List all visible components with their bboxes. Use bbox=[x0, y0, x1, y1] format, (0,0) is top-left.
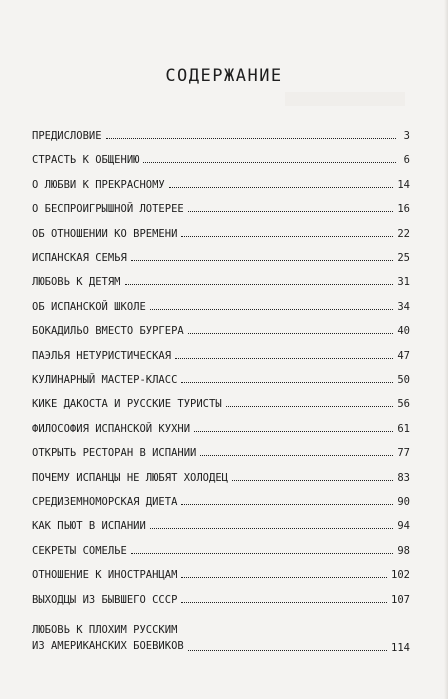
dot-leader bbox=[150, 309, 394, 310]
toc-entry bbox=[32, 171, 410, 191]
toc-entry-page: 114 bbox=[391, 642, 410, 654]
toc-entry-page: 34 bbox=[397, 300, 410, 313]
toc-entry-label: ОТНОШЕНИЕ К ИНОСТРАНЦАМ bbox=[32, 569, 178, 582]
toc-entry bbox=[32, 390, 410, 410]
toc-entry-label: СТРАСТЬ К ОБЩЕНИЮ bbox=[32, 154, 140, 167]
dot-leader bbox=[226, 406, 394, 407]
toc-entry-label: ПОЧЕМУ ИСПАНЦЫ НЕ ЛЮБЯТ ХОЛОДЕЦ bbox=[32, 471, 228, 484]
toc-entry-label: БОКАДИЛЬО ВМЕСТО БУРГЕРА bbox=[32, 325, 184, 338]
toc-entry bbox=[32, 464, 410, 484]
dot-leader bbox=[232, 480, 393, 481]
toc-entry-page: 16 bbox=[397, 203, 410, 216]
dot-leader bbox=[188, 211, 394, 212]
toc-entry-label: О БЕСПРОИГРЫШНОЙ ЛОТЕРЕЕ bbox=[32, 203, 184, 216]
dot-leader bbox=[188, 650, 387, 651]
dot-leader bbox=[188, 333, 394, 334]
toc-entry-label: О ЛЮБВИ К ПРЕКРАСНОМУ bbox=[32, 178, 165, 191]
toc-entry-page: 77 bbox=[397, 447, 410, 460]
toc-entry bbox=[32, 220, 410, 240]
toc-entry-label: КИКЕ ДАКОСТА И РУССКИЕ ТУРИСТЫ bbox=[32, 398, 222, 411]
toc-entry-page: 6 bbox=[403, 154, 410, 167]
toc-entry-page: 98 bbox=[397, 544, 410, 557]
toc-entry bbox=[32, 415, 410, 435]
dot-leader bbox=[131, 260, 394, 261]
toc-entry-page: 31 bbox=[397, 276, 410, 289]
toc-entry bbox=[32, 244, 410, 264]
toc-entry-label: ОБ ОТНОШЕНИИ КО ВРЕМЕНИ bbox=[32, 227, 178, 240]
toc-entry-page: 47 bbox=[397, 349, 410, 362]
dot-leader bbox=[175, 358, 393, 359]
toc-entry-page: 83 bbox=[397, 471, 410, 484]
toc-entry-page: 40 bbox=[397, 325, 410, 338]
toc-entry-label: СРЕДИЗЕМНОМОРСКАЯ ДИЕТА bbox=[32, 496, 178, 508]
toc-entry bbox=[32, 317, 410, 337]
dot-leader bbox=[181, 602, 387, 603]
toc-entry-label-line2: ИЗ АМЕРИКАНСКИХ БОЕВИКОВ bbox=[32, 640, 184, 652]
dot-leader bbox=[131, 553, 394, 554]
toc-entry bbox=[32, 537, 410, 557]
toc-entry-label: СЕКРЕТЫ СОМЕЛЬЕ bbox=[32, 544, 127, 557]
toc-entry-page: 14 bbox=[397, 178, 410, 191]
toc-entry-page: 25 bbox=[397, 252, 410, 264]
toc-entry-label: ЛЮБОВЬ К ДЕТЯМ bbox=[32, 276, 121, 289]
toc-entry-label-line1: ЛЮБОВЬ К ПЛОХИМ РУССКИМ bbox=[32, 624, 178, 636]
toc-entry bbox=[32, 618, 410, 654]
toc-entry-page: 56 bbox=[397, 398, 410, 411]
toc-entry bbox=[32, 488, 410, 508]
page-edge-shadow bbox=[444, 0, 448, 699]
bleed-through-text bbox=[285, 92, 405, 106]
toc-entry-label: КУЛИНАРНЫЙ МАСТЕР-КЛАСС bbox=[32, 374, 178, 386]
toc-entry bbox=[32, 342, 410, 362]
toc-title: СОДЕРЖАНИЕ bbox=[165, 66, 283, 86]
dot-leader bbox=[125, 284, 394, 285]
toc-entry-label: ИСПАНСКАЯ СЕМЬЯ bbox=[32, 252, 127, 264]
dot-leader bbox=[150, 528, 394, 529]
dot-leader bbox=[181, 382, 393, 383]
toc-entry bbox=[32, 268, 410, 288]
toc-entry-page: 94 bbox=[397, 520, 410, 533]
dot-leader bbox=[106, 138, 396, 139]
dot-leader bbox=[200, 455, 393, 456]
toc-entry bbox=[32, 293, 410, 313]
toc-entry-label: ОБ ИСПАНСКОЙ ШКОЛЕ bbox=[32, 300, 146, 313]
toc-entry-page: 50 bbox=[397, 374, 410, 386]
dot-leader bbox=[181, 577, 387, 578]
toc-entry bbox=[32, 561, 410, 581]
toc-entry-label: ПРЕДИСЛОВИЕ bbox=[32, 130, 102, 142]
toc-entry-label: ФИЛОСОФИЯ ИСПАНСКОЙ КУХНИ bbox=[32, 422, 191, 435]
toc-entry-label bbox=[32, 622, 184, 654]
toc-entry bbox=[32, 195, 410, 215]
dot-leader bbox=[143, 162, 396, 163]
dot-leader bbox=[181, 504, 393, 505]
dot-leader bbox=[181, 236, 393, 237]
toc-entry-page: 61 bbox=[397, 422, 410, 435]
toc-entry-label: ВЫХОДЦЫ ИЗ БЫВШЕГО СССР bbox=[32, 593, 178, 606]
toc-entry-page: 3 bbox=[403, 130, 410, 142]
toc-entry-label: КАК ПЬЮТ В ИСПАНИИ bbox=[32, 520, 146, 533]
toc-entry bbox=[32, 146, 410, 166]
toc-entry-label: ПАЭЛЬЯ НЕТУРИСТИЧЕСКАЯ bbox=[32, 349, 172, 362]
toc-entry bbox=[32, 439, 410, 459]
toc-entry-page: 90 bbox=[397, 496, 410, 508]
toc-entry bbox=[32, 512, 410, 532]
toc-entry-page: 107 bbox=[391, 593, 410, 606]
dot-leader bbox=[194, 431, 393, 432]
dot-leader bbox=[169, 187, 394, 188]
toc-entry bbox=[32, 586, 410, 606]
toc-entry bbox=[32, 366, 410, 386]
toc-entry-page: 102 bbox=[391, 569, 410, 582]
toc-entry-label: ОТКРЫТЬ РЕСТОРАН В ИСПАНИИ bbox=[32, 447, 197, 460]
toc-entry bbox=[32, 122, 410, 142]
toc-entry-page: 22 bbox=[397, 227, 410, 240]
